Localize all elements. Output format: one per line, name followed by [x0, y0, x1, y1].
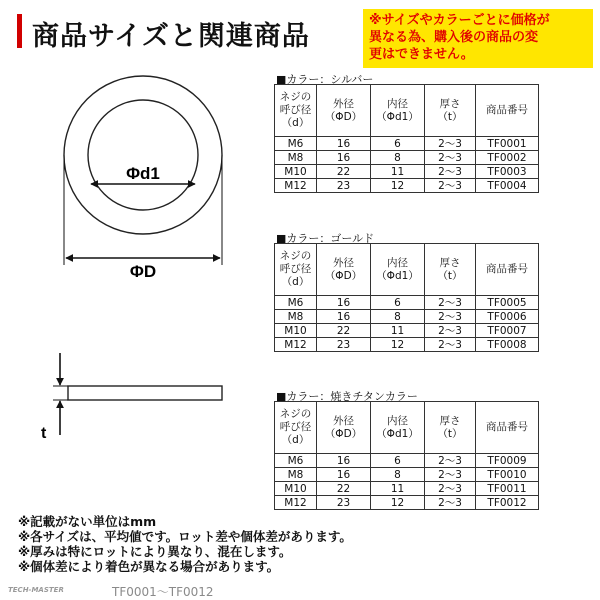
- note-line: ※記載がない単位はmm: [18, 514, 157, 529]
- table-cell: 22: [317, 324, 371, 338]
- col-header-screw-size: [275, 402, 317, 454]
- column-header-line: （t）: [437, 427, 463, 440]
- spec-table-gold: [274, 243, 539, 352]
- table-cell: 11: [371, 165, 425, 179]
- notice-line: 異なる為、購入後の商品の変: [369, 30, 539, 45]
- table-cell: 2～3: [425, 468, 476, 482]
- table-row: [275, 310, 539, 324]
- table-cell: 2～3: [425, 338, 476, 352]
- table-cell: 23: [317, 496, 371, 510]
- col-header-screw-size: [275, 85, 317, 137]
- table-cell: 11: [371, 324, 425, 338]
- table-cell: M6: [275, 137, 317, 151]
- table-cell: TF0005: [476, 296, 539, 310]
- column-header-line: （ΦD）: [324, 427, 363, 440]
- table-row: [275, 151, 539, 165]
- table-cell: 16: [317, 454, 371, 468]
- brand-logo: TECH-MASTER: [8, 586, 64, 594]
- product-code-range: TF0001～TF0012: [112, 585, 214, 599]
- column-header-line: 呼び径: [279, 263, 312, 275]
- page-title: 商品サイズと関連商品: [32, 21, 310, 52]
- note-line: ※個体差により着色が異なる場合があります。: [18, 559, 280, 574]
- table-cell: M6: [275, 296, 317, 310]
- column-header-line: ネジの: [279, 250, 312, 262]
- col-header-product-number: [476, 244, 539, 296]
- washer-inner-circle: [88, 100, 198, 210]
- column-header-line: 商品番号: [486, 421, 528, 433]
- table-row: [275, 482, 539, 496]
- section-title-gold: ■カラー：ゴールド: [276, 232, 375, 245]
- table-cell: M10: [275, 165, 317, 179]
- table-cell: 11: [371, 482, 425, 496]
- notice-line: ※サイズやカラーごとに価格が: [369, 13, 550, 28]
- table-cell: M12: [275, 496, 317, 510]
- table-cell: TF0002: [476, 151, 539, 165]
- table-cell: 22: [317, 165, 371, 179]
- table-cell: 8: [371, 310, 425, 324]
- column-header-line: 内径: [387, 97, 408, 110]
- table-cell: 2～3: [425, 137, 476, 151]
- table-row: [275, 324, 539, 338]
- table-cell: 16: [317, 296, 371, 310]
- table-cell: M12: [275, 179, 317, 193]
- column-header-line: （ΦD）: [324, 110, 363, 123]
- column-header-line: 外径: [333, 414, 354, 427]
- table-cell: TF0012: [476, 496, 539, 510]
- thickness-label: t: [41, 425, 47, 442]
- col-header-thickness: [425, 85, 476, 137]
- washer-diagram: [41, 55, 245, 455]
- column-header-line: （d）: [281, 117, 310, 129]
- column-header-line: 商品番号: [486, 263, 528, 275]
- table-cell: M8: [275, 310, 317, 324]
- column-header-line: （d）: [281, 276, 310, 288]
- inner-diameter-label: Φd1: [126, 164, 160, 183]
- table-cell: 16: [317, 468, 371, 482]
- col-header-outer-diameter: [317, 244, 371, 296]
- column-header-line: （ΦD）: [324, 269, 363, 282]
- section-title-silver: ■カラー：シルバー: [276, 73, 374, 86]
- table-cell: M6: [275, 454, 317, 468]
- table-cell: 6: [371, 454, 425, 468]
- col-header-inner-diameter: [371, 244, 425, 296]
- table-cell: 16: [317, 151, 371, 165]
- notice-line: 更はできません。: [369, 47, 474, 62]
- table-cell: TF0008: [476, 338, 539, 352]
- table-cell: M10: [275, 482, 317, 496]
- table-cell: 2～3: [425, 165, 476, 179]
- column-header-line: 商品番号: [486, 104, 528, 116]
- spec-table-burnt-titanium: [274, 401, 539, 510]
- table-row: [275, 137, 539, 151]
- column-header-line: （Φd1）: [376, 110, 419, 123]
- table-cell: M8: [275, 468, 317, 482]
- table-cell: TF0003: [476, 165, 539, 179]
- table-cell: 2～3: [425, 296, 476, 310]
- table-row: [275, 296, 539, 310]
- table-cell: TF0006: [476, 310, 539, 324]
- column-header-line: ネジの: [279, 408, 312, 420]
- column-header-line: （d）: [281, 434, 310, 446]
- table-cell: TF0011: [476, 482, 539, 496]
- column-header-line: 外径: [333, 256, 354, 269]
- table-cell: 2～3: [425, 310, 476, 324]
- note-line: ※各サイズは、平均値です。ロット差や個体差があります。: [18, 529, 352, 544]
- table-header-row: [275, 85, 539, 137]
- table-cell: 2～3: [425, 496, 476, 510]
- table-cell: 2～3: [425, 179, 476, 193]
- col-header-outer-diameter: [317, 85, 371, 137]
- washer-side-view: [68, 386, 222, 400]
- table-cell: 16: [317, 137, 371, 151]
- table-cell: 2～3: [425, 324, 476, 338]
- table-cell: 12: [371, 179, 425, 193]
- section-title-burnt-titanium: ■カラー：焼きチタンカラー: [276, 390, 418, 403]
- col-header-thickness: [425, 402, 476, 454]
- col-header-product-number: [476, 402, 539, 454]
- table-cell: M8: [275, 151, 317, 165]
- column-header-line: （t）: [437, 269, 463, 282]
- table-cell: 12: [371, 338, 425, 352]
- table-cell: 6: [371, 296, 425, 310]
- column-header-line: 厚さ: [439, 414, 461, 427]
- table-cell: TF0010: [476, 468, 539, 482]
- col-header-product-number: [476, 85, 539, 137]
- table-row: [275, 165, 539, 179]
- column-header-line: 内径: [387, 256, 408, 269]
- table-row: [275, 179, 539, 193]
- column-header-line: 内径: [387, 414, 408, 427]
- table-cell: TF0007: [476, 324, 539, 338]
- column-header-line: ネジの: [279, 91, 312, 103]
- table-cell: 23: [317, 338, 371, 352]
- table-cell: 8: [371, 468, 425, 482]
- column-header-line: （Φd1）: [376, 427, 419, 440]
- table-cell: TF0001: [476, 137, 539, 151]
- table-row: [275, 338, 539, 352]
- column-header-line: （Φd1）: [376, 269, 419, 282]
- outer-diameter-label: ΦD: [129, 262, 157, 281]
- notes-block: [18, 514, 352, 574]
- spec-table-silver: [274, 84, 539, 193]
- table-cell: 23: [317, 179, 371, 193]
- col-header-screw-size: [275, 244, 317, 296]
- price-notice-box: [363, 9, 593, 68]
- note-line: ※厚みは特にロットにより異なり、混在します。: [18, 544, 292, 559]
- column-header-line: （t）: [437, 110, 463, 123]
- table-cell: 22: [317, 482, 371, 496]
- table-cell: TF0004: [476, 179, 539, 193]
- column-header-line: 呼び径: [279, 104, 312, 116]
- column-header-line: 厚さ: [439, 97, 461, 110]
- title-accent-bar: [17, 14, 22, 48]
- table-cell: TF0009: [476, 454, 539, 468]
- col-header-inner-diameter: [371, 85, 425, 137]
- table-row: [275, 468, 539, 482]
- table-cell: 2～3: [425, 482, 476, 496]
- table-row: [275, 454, 539, 468]
- table-cell: 2～3: [425, 151, 476, 165]
- column-header-line: 呼び径: [279, 421, 312, 433]
- col-header-outer-diameter: [317, 402, 371, 454]
- table-cell: M12: [275, 338, 317, 352]
- table-cell: 16: [317, 310, 371, 324]
- col-header-thickness: [425, 244, 476, 296]
- table-header-row: [275, 402, 539, 454]
- table-cell: 8: [371, 151, 425, 165]
- col-header-inner-diameter: [371, 402, 425, 454]
- table-cell: 12: [371, 496, 425, 510]
- table-cell: 2～3: [425, 454, 476, 468]
- column-header-line: 厚さ: [439, 256, 461, 269]
- table-cell: M10: [275, 324, 317, 338]
- table-cell: 6: [371, 137, 425, 151]
- column-header-line: 外径: [333, 97, 354, 110]
- table-row: [275, 496, 539, 510]
- table-header-row: [275, 244, 539, 296]
